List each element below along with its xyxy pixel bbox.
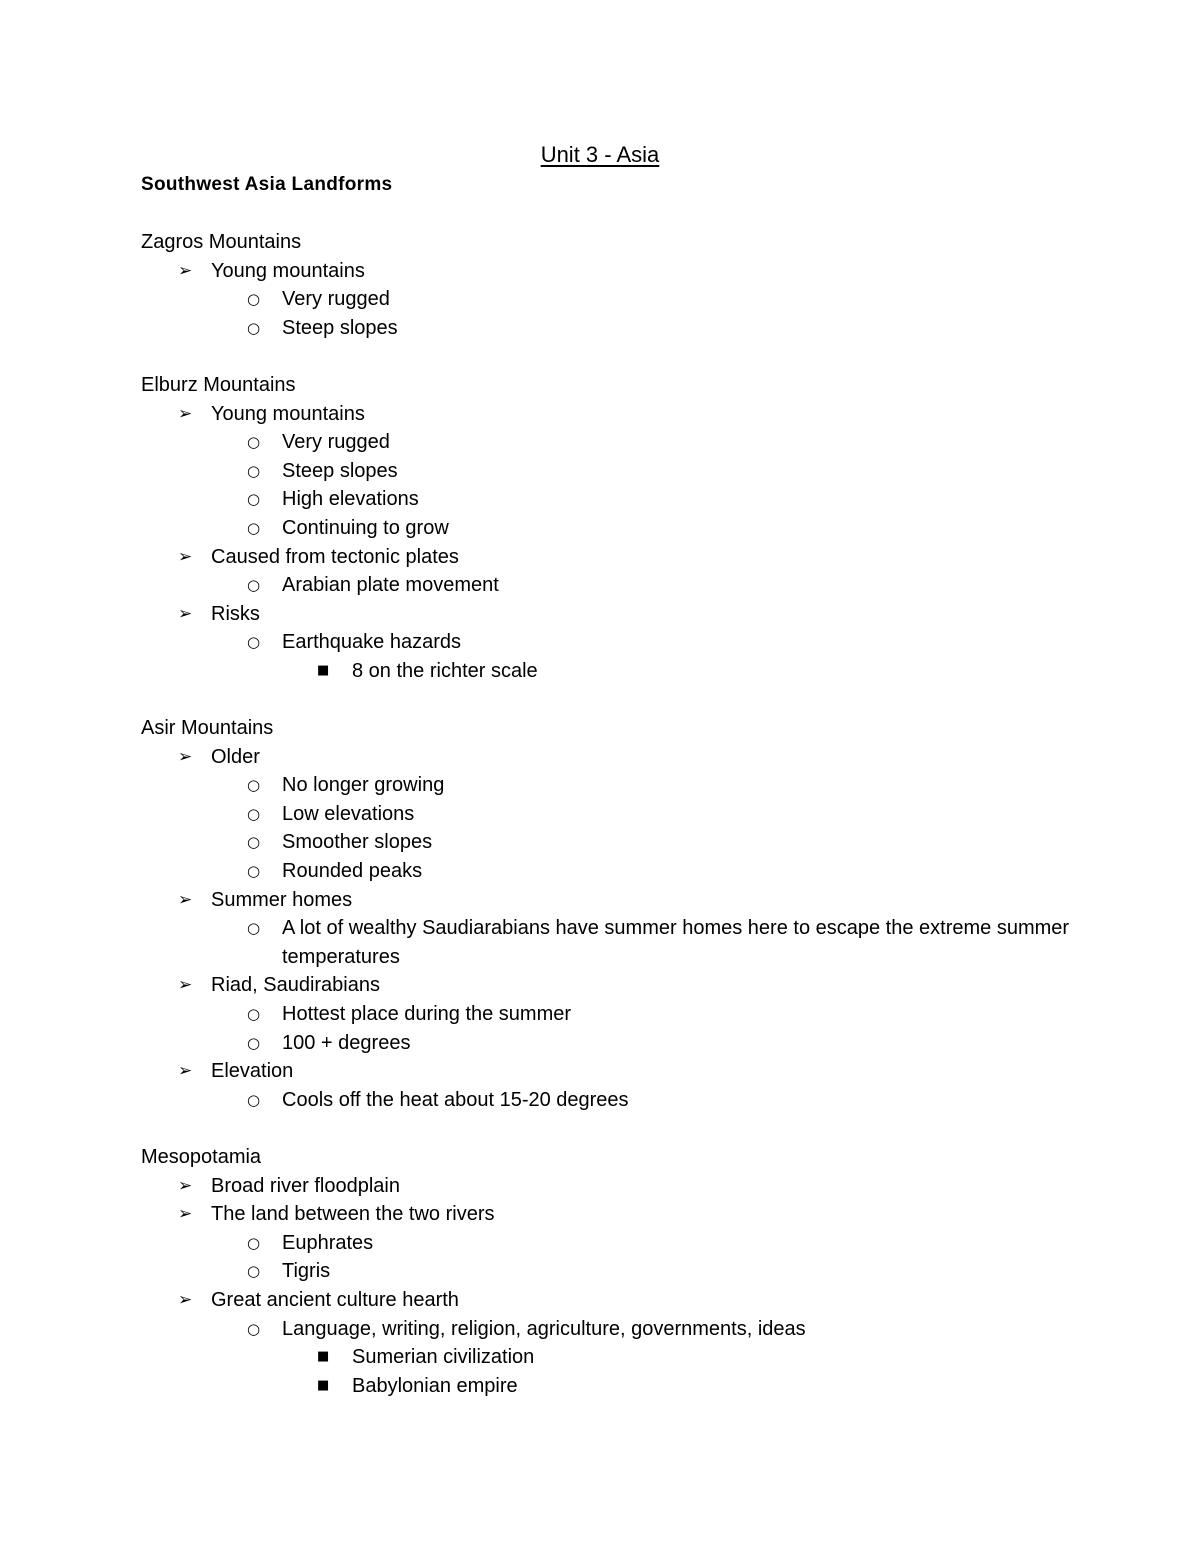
page-title: Unit 3 - Asia [540, 142, 660, 167]
section-heading: Zagros Mountains [141, 231, 302, 253]
list-item [141, 657, 1121, 686]
list-item-text: Summer homes [211, 888, 353, 911]
arrow-bullet-icon: ➢ [178, 746, 193, 767]
arrow-bullet-icon: ➢ [178, 975, 193, 996]
circle-bullet-icon: ○ [247, 633, 261, 652]
list-item-text: Steep slopes [282, 459, 398, 482]
circle-bullet-icon: ○ [247, 1090, 261, 1109]
list-item [141, 257, 1121, 286]
list-item [141, 971, 1121, 1000]
list-item [141, 314, 1121, 343]
list-item [141, 600, 1121, 629]
arrow-bullet-icon: ➢ [178, 403, 193, 424]
section-heading: Elburz Mountains [141, 373, 296, 396]
list-item [141, 1343, 1121, 1372]
section-4 [141, 1143, 1121, 1400]
list-item-text: 8 on the richter scale [352, 659, 538, 682]
circle-bullet-icon: ○ [247, 776, 261, 795]
list-item [141, 543, 1121, 572]
circle-bullet-icon: ○ [247, 1033, 261, 1052]
list-item-text: Low elevations [282, 802, 415, 825]
list-item-text: Earthquake hazards [282, 631, 462, 654]
list-item [141, 1286, 1121, 1315]
list-item-text: Great ancient culture hearth [211, 1288, 459, 1311]
list-item-text: Hottest place during the summer [282, 1003, 572, 1026]
list-item [141, 857, 1121, 886]
circle-bullet-icon: ○ [247, 919, 261, 938]
circle-bullet-icon: ○ [247, 1262, 261, 1281]
list-item [141, 743, 1121, 772]
list-item-text: The land between the two rivers [211, 1203, 495, 1226]
list-item-text: Young mountains [211, 402, 365, 425]
list-item-text: Caused from tectonic plates [211, 545, 459, 568]
list-item-text: Sumerian civilization [352, 1346, 535, 1369]
list-item [141, 771, 1121, 800]
page-subtitle: Southwest Asia Landforms [141, 174, 393, 195]
circle-bullet-icon: ○ [247, 318, 261, 337]
list-item [141, 1000, 1121, 1029]
list-item-text: Riad, Saudirabians [211, 974, 380, 997]
list-item-text: Elevation [211, 1060, 294, 1083]
list-item-text: Young mountains [211, 259, 365, 282]
list-item [141, 886, 1121, 915]
list-item-text: No longer growing [282, 774, 445, 797]
notes-body [141, 228, 1121, 1429]
list-item-text: Euphrates [282, 1231, 374, 1254]
list-item-text: Tigris [282, 1260, 331, 1283]
list-item [141, 1200, 1121, 1229]
list-item-text: Steep slopes [282, 316, 398, 339]
list-item-text: Very rugged [282, 288, 390, 311]
circle-bullet-icon: ○ [247, 461, 261, 480]
list-item [141, 800, 1121, 829]
list-item [141, 571, 1121, 600]
list-item [141, 1372, 1121, 1401]
square-bullet-icon: ■ [317, 1349, 330, 1365]
square-bullet-icon: ■ [317, 1377, 330, 1393]
circle-bullet-icon: ○ [247, 1233, 261, 1252]
circle-bullet-icon: ○ [247, 1005, 261, 1024]
list-item [141, 1257, 1121, 1286]
list-item-text: Babylonian empire [352, 1374, 518, 1397]
arrow-bullet-icon: ➢ [178, 889, 193, 910]
list-item [141, 914, 1121, 971]
circle-bullet-icon: ○ [247, 833, 261, 852]
list-item [141, 485, 1121, 514]
list-item [141, 1086, 1121, 1115]
circle-bullet-icon: ○ [247, 862, 261, 881]
bullet-list [141, 257, 1121, 343]
arrow-bullet-icon: ➢ [178, 546, 193, 567]
list-item [141, 1057, 1121, 1086]
list-item-text: Smoother slopes [282, 831, 433, 854]
list-item-text: Rounded peaks [282, 860, 423, 883]
section-heading: Mesopotamia [141, 1146, 262, 1168]
list-item [141, 1229, 1121, 1258]
section-heading: Asir Mountains [141, 717, 274, 740]
list-item [141, 400, 1121, 429]
list-item-text: Risks [211, 602, 260, 625]
list-item [141, 828, 1121, 857]
list-item-text: 100 + degrees [282, 1031, 411, 1054]
square-bullet-icon: ■ [317, 662, 330, 678]
section-2 [141, 371, 1121, 686]
list-item-text: Broad river floodplain [211, 1174, 400, 1197]
circle-bullet-icon: ○ [247, 576, 261, 595]
circle-bullet-icon: ○ [247, 1319, 261, 1338]
arrow-bullet-icon: ➢ [178, 1061, 193, 1082]
list-item [141, 514, 1121, 543]
circle-bullet-icon: ○ [247, 433, 261, 452]
circle-bullet-icon: ○ [247, 290, 261, 309]
arrow-bullet-icon: ➢ [178, 1204, 193, 1225]
list-item-text: A lot of wealthy Saudiarabians have summer homes here to escape the extreme summer temperatures [282, 917, 1070, 968]
arrow-bullet-icon: ➢ [178, 260, 193, 281]
list-item [141, 285, 1121, 314]
arrow-bullet-icon: ➢ [178, 1175, 193, 1196]
arrow-bullet-icon: ➢ [178, 603, 193, 624]
list-item [141, 1172, 1121, 1201]
list-item-text: Cools off the heat about 15-20 degrees [282, 1088, 629, 1111]
bullet-list [141, 400, 1121, 686]
section-1 [141, 228, 1121, 342]
list-item-text: Older [211, 745, 260, 768]
section-3 [141, 714, 1121, 1114]
list-item [141, 428, 1121, 457]
list-item [141, 628, 1121, 657]
bullet-list [141, 743, 1121, 1115]
bullet-list [141, 1172, 1121, 1401]
list-item-text: Very rugged [282, 431, 390, 454]
circle-bullet-icon: ○ [247, 518, 261, 537]
list-item-text: High elevations [282, 488, 419, 511]
list-item-text: Language, writing, religion, agriculture, governments, ideas [282, 1317, 806, 1340]
list-item [141, 1029, 1121, 1058]
circle-bullet-icon: ○ [247, 490, 261, 509]
list-item-text: Arabian plate movement [282, 574, 499, 597]
list-item [141, 457, 1121, 486]
list-item-text: Continuing to grow [282, 516, 449, 539]
circle-bullet-icon: ○ [247, 804, 261, 823]
arrow-bullet-icon: ➢ [178, 1289, 193, 1310]
list-item [141, 1315, 1121, 1344]
